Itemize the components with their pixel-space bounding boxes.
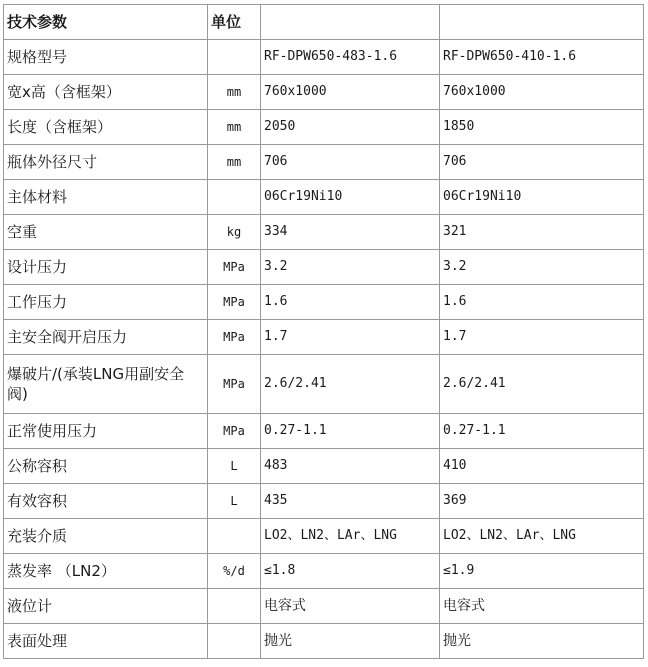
value-b: 321	[440, 215, 644, 250]
param-name: 充装介质	[4, 519, 208, 554]
header-param: 技术参数	[4, 5, 208, 40]
table-row	[4, 624, 644, 659]
value-b: 410	[440, 449, 644, 484]
param-unit	[208, 589, 261, 624]
table-row	[4, 355, 644, 414]
param-name: 爆破片/(承装LNG用副安全阀)	[4, 355, 208, 414]
value-b: RF-DPW650-410-1.6	[440, 40, 644, 75]
table-row	[4, 519, 644, 554]
param-name: 规格型号	[4, 40, 208, 75]
value-a: 2050	[261, 110, 440, 145]
value-a: 1.6	[261, 285, 440, 320]
param-unit	[208, 180, 261, 215]
value-b: 369	[440, 484, 644, 519]
param-unit: MPa	[208, 414, 261, 449]
table-row	[4, 110, 644, 145]
param-unit: %/d	[208, 554, 261, 589]
value-a: 2.6/2.41	[261, 355, 440, 414]
value-a: RF-DPW650-483-1.6	[261, 40, 440, 75]
header-model-a	[261, 5, 440, 40]
param-name: 蒸发率 （LN2）	[4, 554, 208, 589]
param-unit: mm	[208, 110, 261, 145]
value-b: 706	[440, 145, 644, 180]
table-row	[4, 589, 644, 624]
param-name: 空重	[4, 215, 208, 250]
value-a: LO2、LN2、LAr、LNG	[261, 519, 440, 554]
param-name: 工作压力	[4, 285, 208, 320]
value-b: 1850	[440, 110, 644, 145]
header-unit: 单位	[208, 5, 261, 40]
table-row	[4, 145, 644, 180]
param-unit: L	[208, 484, 261, 519]
value-b: 3.2	[440, 250, 644, 285]
table-row	[4, 554, 644, 589]
param-unit	[208, 624, 261, 659]
param-unit: MPa	[208, 355, 261, 414]
param-unit: mm	[208, 75, 261, 110]
value-a: 06Cr19Ni10	[261, 180, 440, 215]
value-b: 抛光	[440, 624, 644, 659]
param-unit: MPa	[208, 320, 261, 355]
table-row	[4, 215, 644, 250]
header-model-b	[440, 5, 644, 40]
param-unit: kg	[208, 215, 261, 250]
param-unit: L	[208, 449, 261, 484]
param-name: 设计压力	[4, 250, 208, 285]
value-a: 706	[261, 145, 440, 180]
param-name: 主体材料	[4, 180, 208, 215]
table-row	[4, 180, 644, 215]
table-row	[4, 250, 644, 285]
param-unit: MPa	[208, 285, 261, 320]
value-b: 1.6	[440, 285, 644, 320]
value-b: 1.7	[440, 320, 644, 355]
param-name: 表面处理	[4, 624, 208, 659]
value-a: 0.27-1.1	[261, 414, 440, 449]
value-a: ≤1.8	[261, 554, 440, 589]
value-b: 760x1000	[440, 75, 644, 110]
value-b: LO2、LN2、LAr、LNG	[440, 519, 644, 554]
value-a: 435	[261, 484, 440, 519]
value-b: 2.6/2.41	[440, 355, 644, 414]
value-a: 电容式	[261, 589, 440, 624]
value-b: 电容式	[440, 589, 644, 624]
value-a: 483	[261, 449, 440, 484]
param-name: 液位计	[4, 589, 208, 624]
param-name: 宽x高（含框架）	[4, 75, 208, 110]
table-row	[4, 285, 644, 320]
table-row	[4, 449, 644, 484]
value-a: 760x1000	[261, 75, 440, 110]
spec-table	[3, 4, 644, 659]
param-name: 主安全阀开启压力	[4, 320, 208, 355]
table-row	[4, 320, 644, 355]
table-header-row	[4, 5, 644, 40]
param-name: 正常使用压力	[4, 414, 208, 449]
value-b: 06Cr19Ni10	[440, 180, 644, 215]
param-name: 瓶体外径尺寸	[4, 145, 208, 180]
table-row	[4, 75, 644, 110]
value-a: 抛光	[261, 624, 440, 659]
param-unit: mm	[208, 145, 261, 180]
param-unit	[208, 519, 261, 554]
value-a: 334	[261, 215, 440, 250]
value-b: 0.27-1.1	[440, 414, 644, 449]
param-unit	[208, 40, 261, 75]
table-row	[4, 484, 644, 519]
param-name: 有效容积	[4, 484, 208, 519]
param-name: 长度（含框架）	[4, 110, 208, 145]
table-row	[4, 414, 644, 449]
param-name: 公称容积	[4, 449, 208, 484]
value-a: 1.7	[261, 320, 440, 355]
table-row	[4, 40, 644, 75]
value-a: 3.2	[261, 250, 440, 285]
value-b: ≤1.9	[440, 554, 644, 589]
param-unit: MPa	[208, 250, 261, 285]
